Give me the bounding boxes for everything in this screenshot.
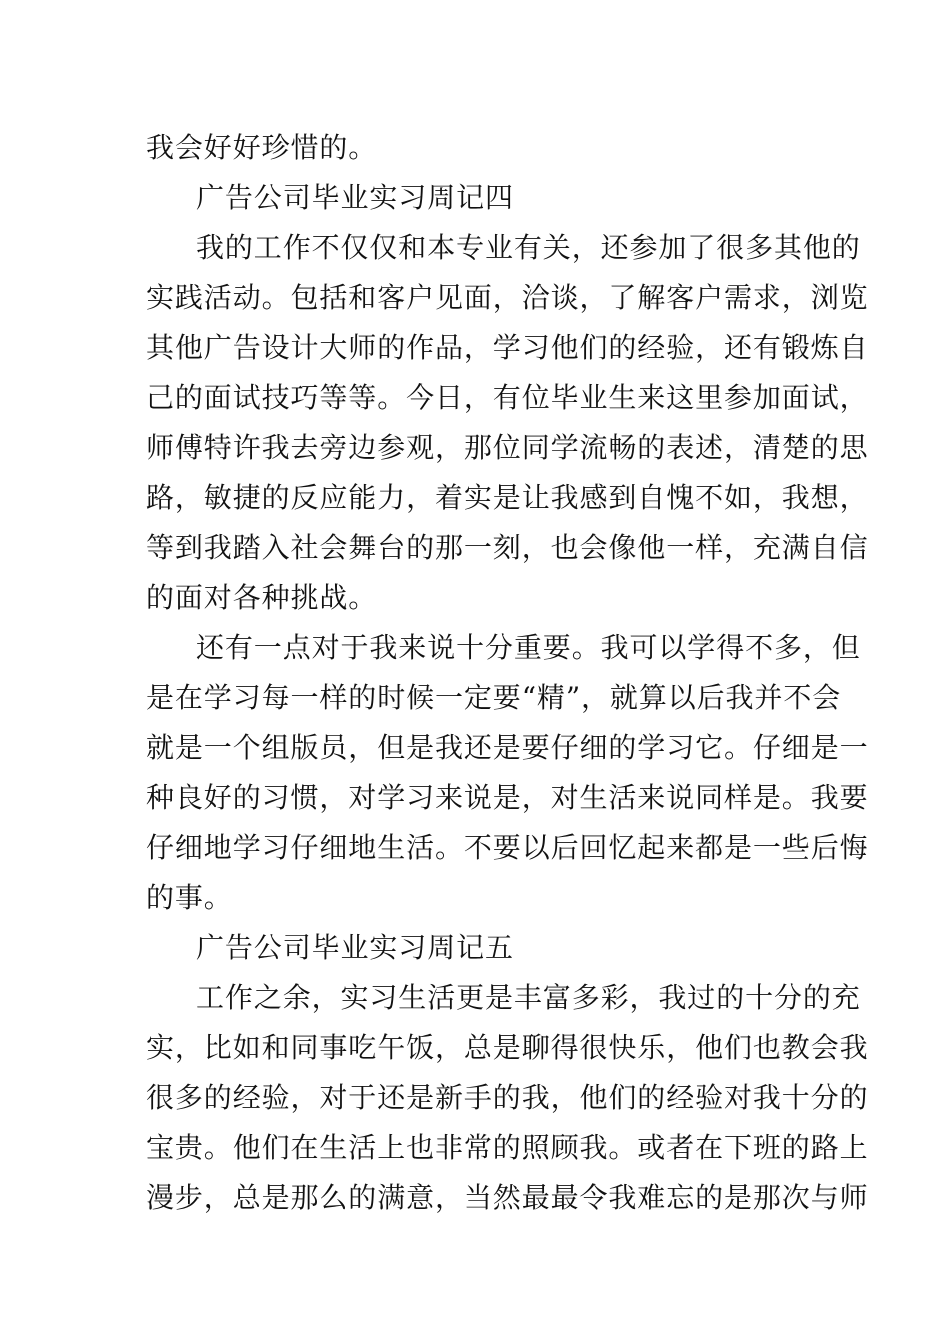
section-heading-week5: 广告公司毕业实习周记五 bbox=[196, 931, 514, 964]
text-line: 工作之余，实习生活更是丰富多彩，我过的十分的充 bbox=[196, 981, 861, 1014]
text-line: 宝贵。他们在生活上也非常的照顾我。或者在下班的路上 bbox=[146, 1131, 869, 1164]
text-line: 的面对各种挑战。 bbox=[146, 581, 378, 614]
text-line: 是在学习每一样的时候一定要“精”，就算以后我并不会 bbox=[146, 681, 842, 714]
text-line: 实践活动。包括和客户见面，洽谈，了解客户需求，浏览 bbox=[146, 281, 869, 314]
text-line: 我的工作不仅仅和本专业有关，还参加了很多其他的 bbox=[196, 231, 861, 264]
text-line: 实，比如和同事吃午饭，总是聊得很快乐，他们也教会我 bbox=[146, 1031, 869, 1064]
text-line: 很多的经验，对于还是新手的我，他们的经验对我十分的 bbox=[146, 1081, 869, 1114]
text-line: 其他广告设计大师的作品，学习他们的经验，还有锻炼自 bbox=[146, 331, 869, 364]
text-line: 我会好好珍惜的。 bbox=[146, 131, 378, 164]
text-line: 仔细地学习仔细地生活。不要以后回忆起来都是一些后悔 bbox=[146, 831, 869, 864]
text-line: 己的面试技巧等等。今日，有位毕业生来这里参加面试， bbox=[146, 381, 869, 414]
text-line: 等到我踏入社会舞台的那一刻，也会像他一样，充满自信 bbox=[146, 531, 869, 564]
text-line: 漫步，总是那么的满意，当然最最令我难忘的是那次与师 bbox=[146, 1181, 869, 1214]
section-heading-week4: 广告公司毕业实习周记四 bbox=[196, 181, 514, 214]
text-line: 的事。 bbox=[146, 881, 233, 914]
text-line: 就是一个组版员，但是我还是要仔细的学习它。仔细是一 bbox=[146, 731, 869, 764]
text-line: 还有一点对于我来说十分重要。我可以学得不多，但 bbox=[196, 631, 861, 664]
text-line: 师傅特许我去旁边参观，那位同学流畅的表述，清楚的思 bbox=[146, 431, 869, 464]
text-line: 路，敏捷的反应能力，着实是让我感到自愧不如，我想， bbox=[146, 481, 869, 514]
text-line: 种良好的习惯，对学习来说是，对生活来说同样是。我要 bbox=[146, 781, 869, 814]
